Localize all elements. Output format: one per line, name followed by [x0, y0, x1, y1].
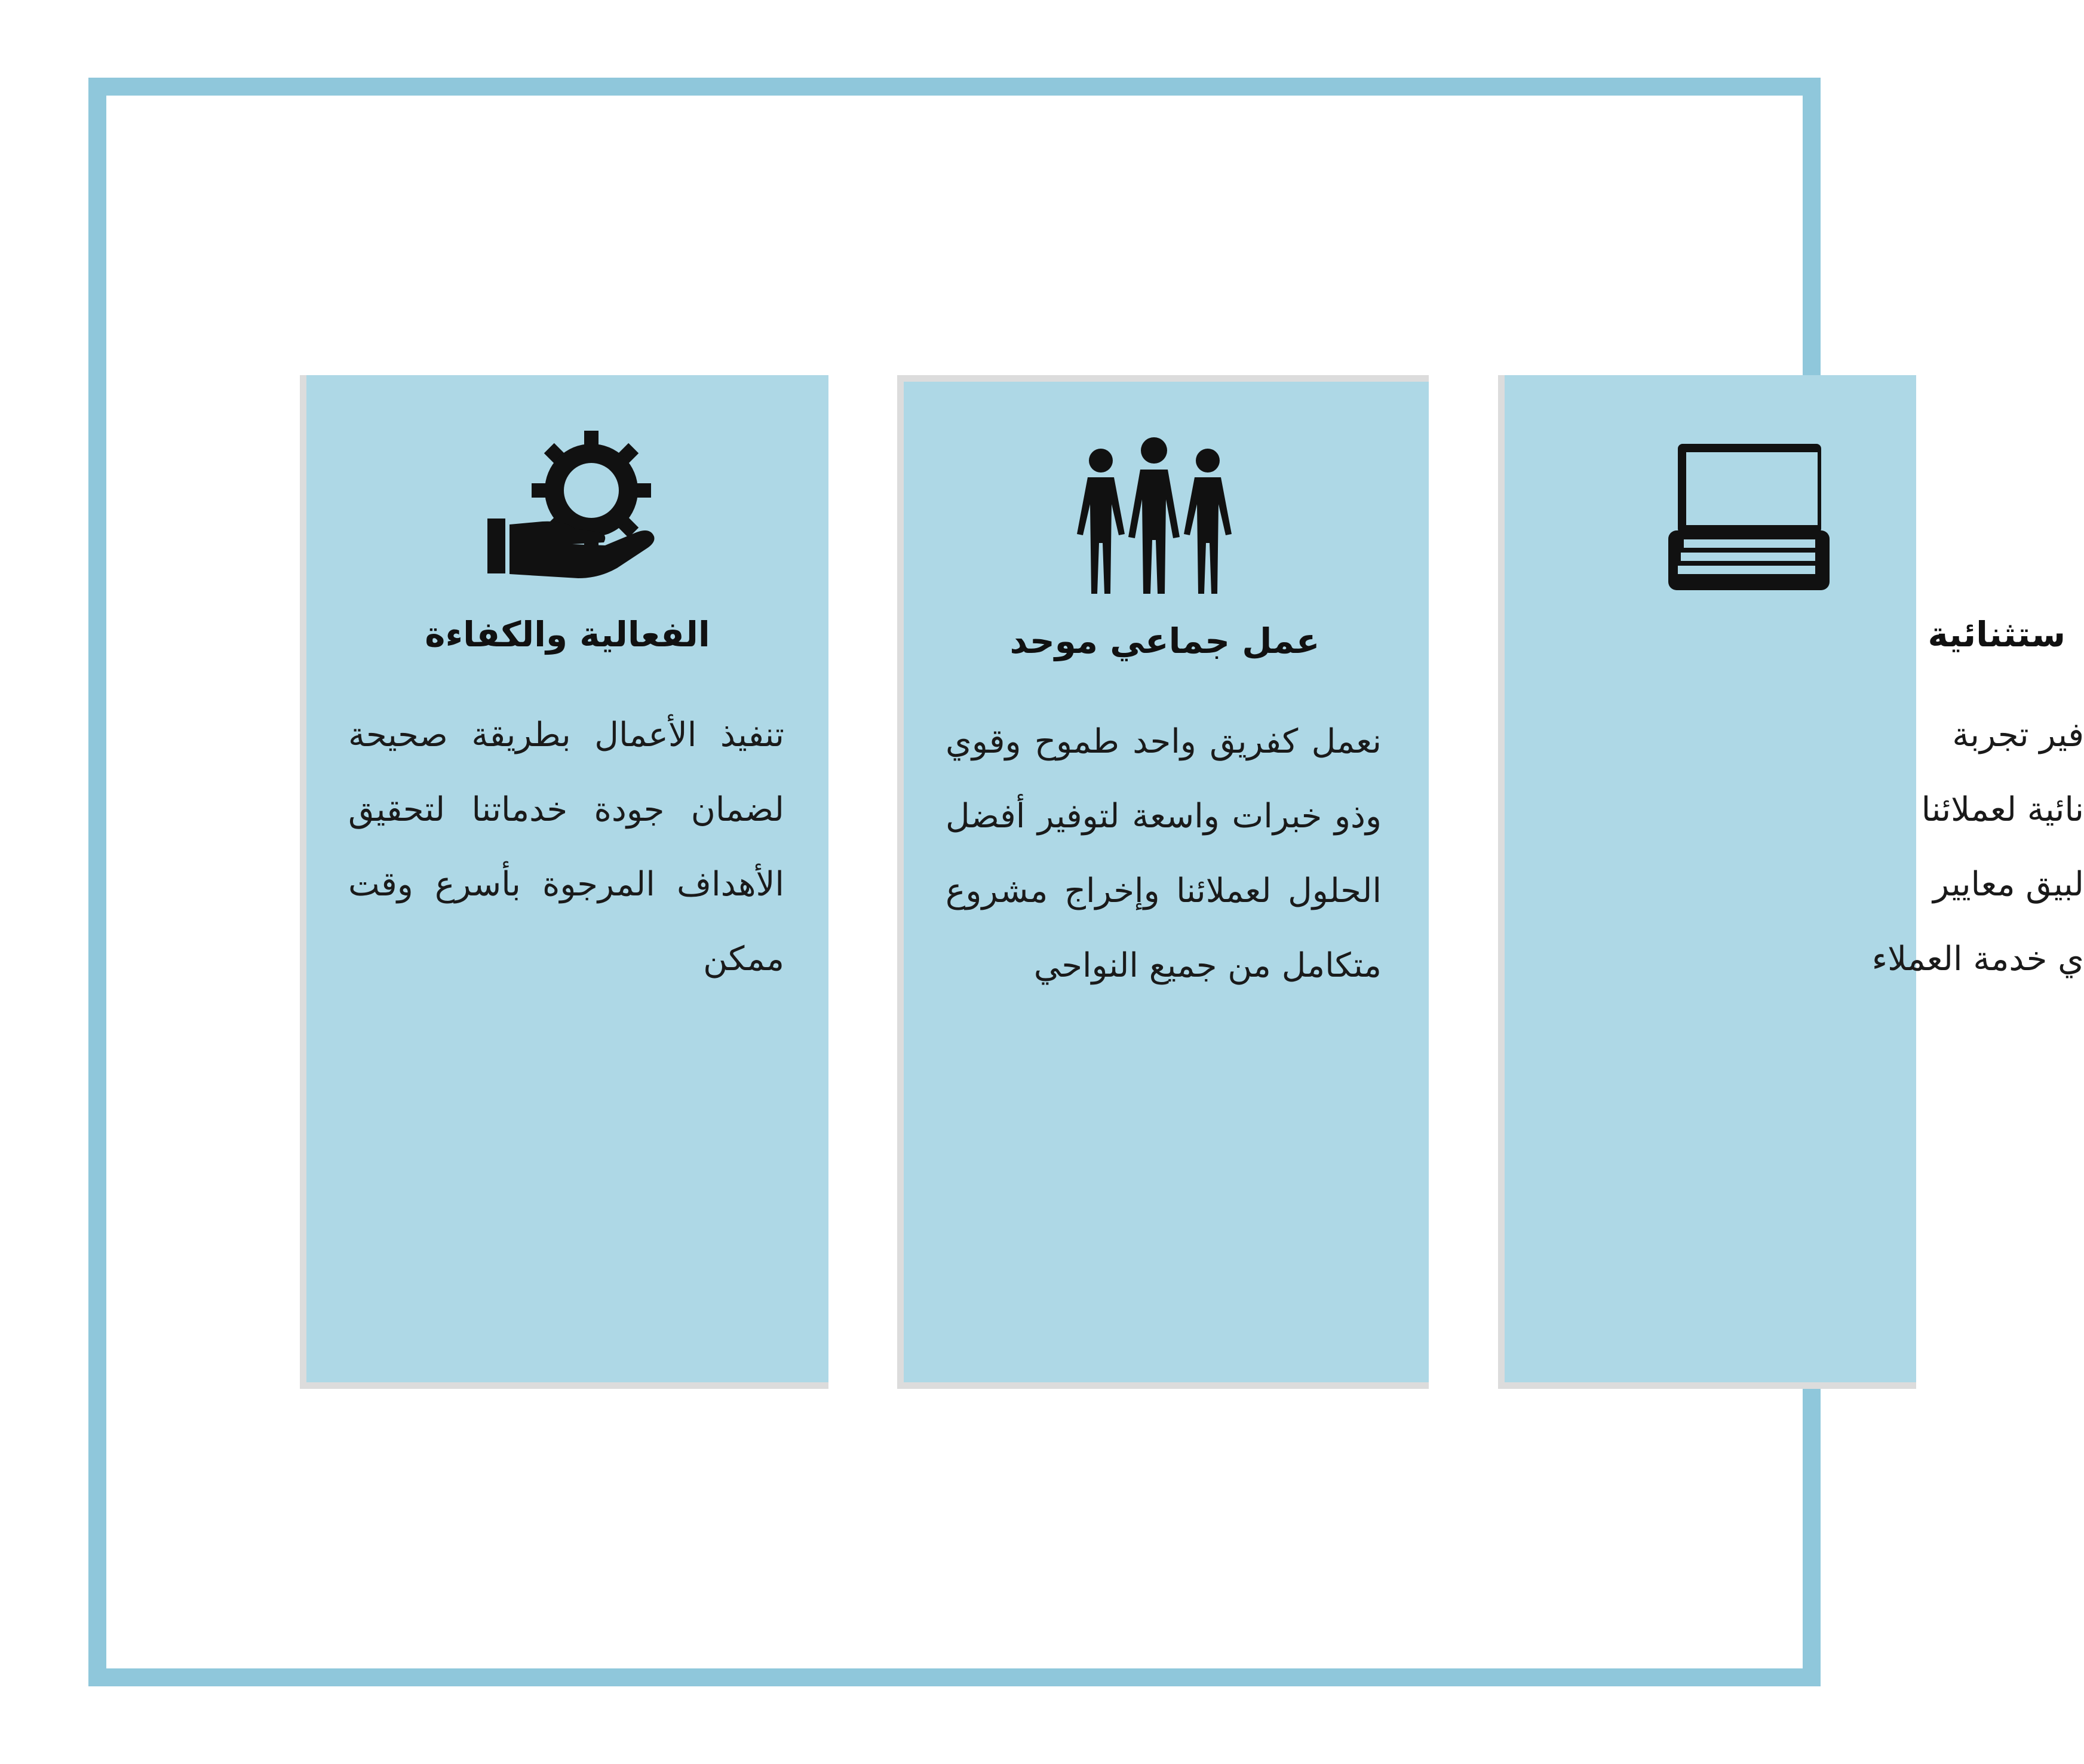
card-body-line: لبيق معايير — [1933, 865, 2084, 904]
card-title: ستثنائية — [1928, 614, 2065, 655]
card-body-line: فير تجربة — [1952, 716, 2084, 754]
card-efficiency — [300, 375, 828, 1389]
card-teamwork — [897, 375, 1429, 1389]
card-title: عمل جماعي موحد — [1009, 621, 1320, 661]
card-body — [1546, 698, 2084, 996]
card-exceptional — [1498, 375, 2084, 1389]
team-people-icon — [904, 432, 1426, 606]
laptop-icon — [1505, 426, 2027, 599]
hand-gear-icon — [306, 426, 828, 599]
card-body-line: نائية لعملائنا — [1921, 790, 2084, 829]
card-title: الفعالية والكفاءة — [425, 614, 710, 655]
card-body: تنفيذ الأعمال بطريقة صحيحة لضمان جودة خدماتنا لتحقيق الأهداف المرجوة بأسرع وقت ممكن — [348, 716, 784, 978]
card-body-line: ي خدمة العملاء — [1871, 940, 2084, 978]
card-body: نعمل كفريق واحد طموح وقوي وذو خبرات واسعة لتوفير أفضل الحلول لعملائنا وإخراج مشروع متكامل من جميع النواحي — [946, 722, 1382, 985]
